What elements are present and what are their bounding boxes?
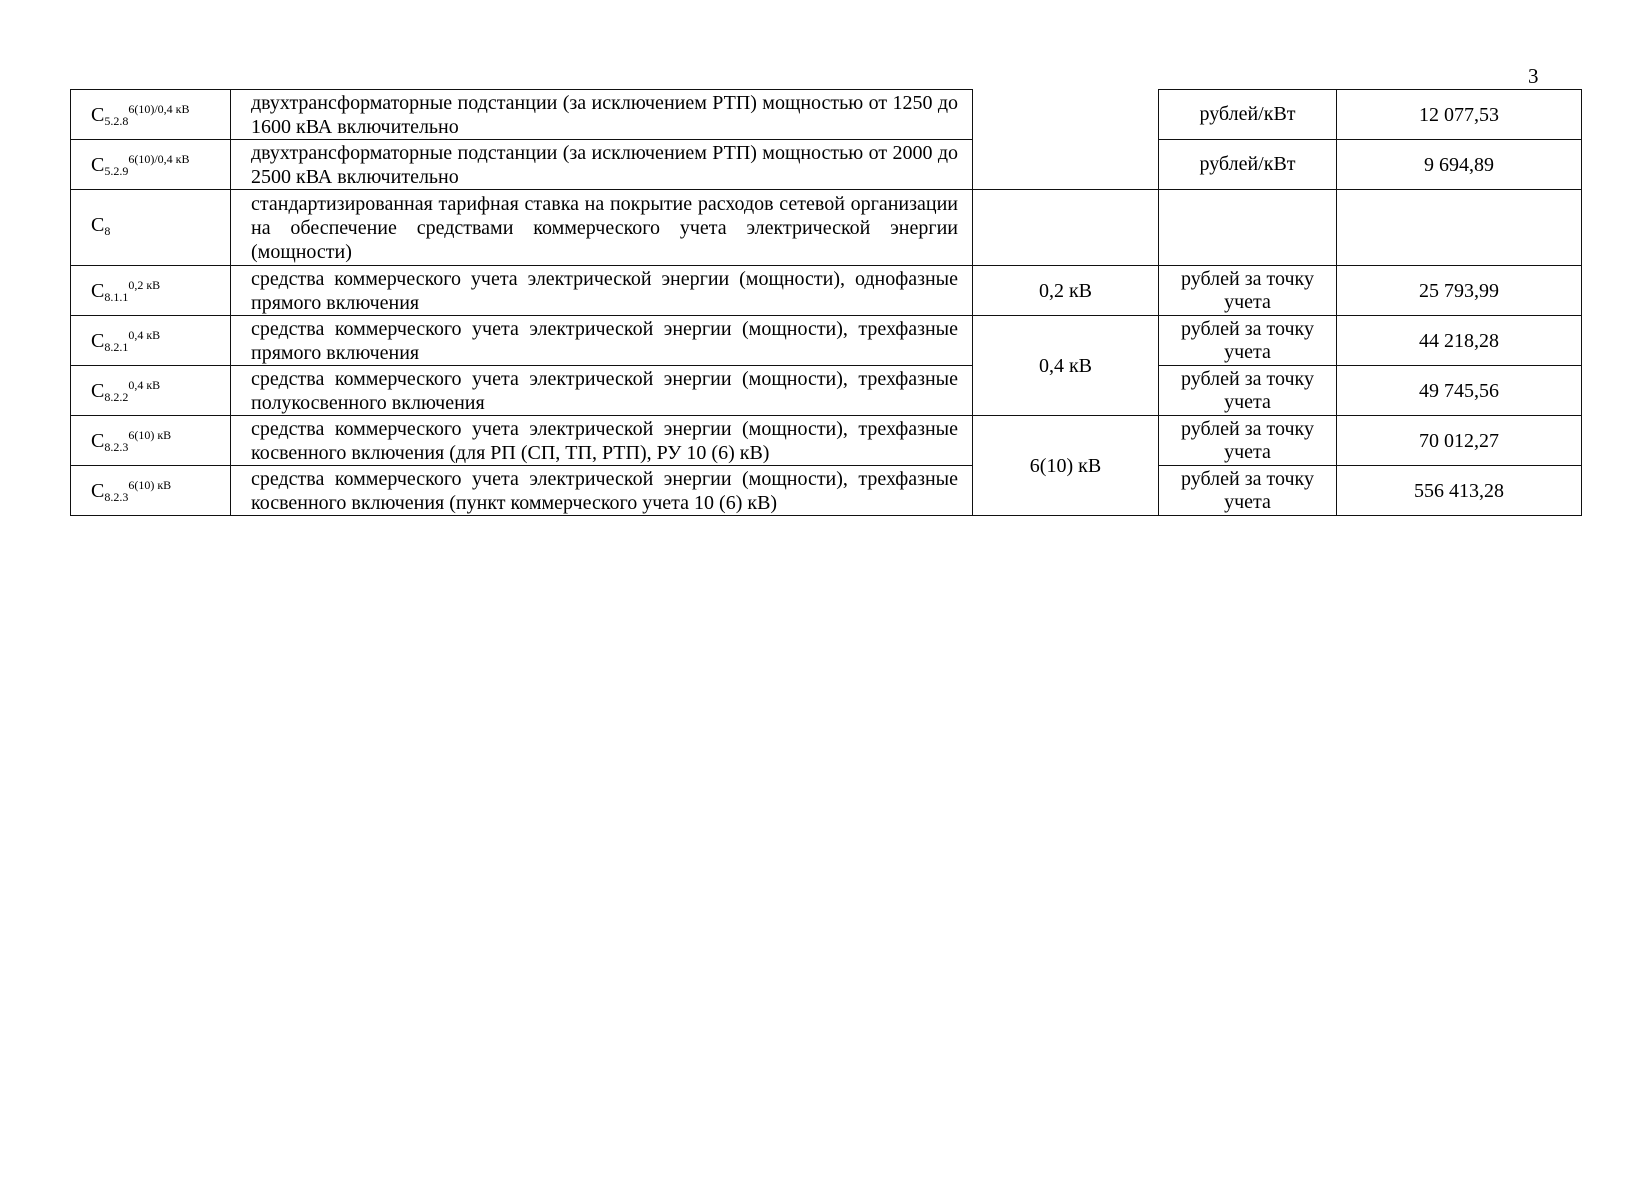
- rate-code-subscript: 5.2.8: [104, 113, 129, 128]
- rate-code-superscript: 0,4 кВ: [128, 327, 161, 342]
- rate-code-subscript: 8.2.2: [104, 389, 129, 404]
- rate-code-base: C: [91, 153, 105, 176]
- table-row: [71, 140, 1582, 190]
- rate-description: средства коммерческого учета электрической энергии (мощности), трехфазные полукосвенного включения: [231, 366, 973, 416]
- table-row: [71, 316, 1582, 366]
- rate-code: [71, 190, 231, 266]
- rate-value: 9 694,89: [1337, 140, 1582, 190]
- table-row: [71, 466, 1582, 516]
- rate-description: стандартизированная тарифная ставка на покрытие расходов сетевой организации на обеспечение средствами коммерческого учета электрической энергии (мощности): [231, 190, 973, 266]
- table-row: [71, 90, 1582, 140]
- rate-voltage: 0,2 кВ: [973, 266, 1159, 316]
- rate-unit: рублей за точку учета: [1159, 316, 1337, 366]
- table-row: [71, 416, 1582, 466]
- rate-code-base: C: [91, 213, 105, 236]
- rate-code-base: C: [91, 103, 105, 126]
- rate-voltage: 6(10) кВ: [973, 416, 1159, 516]
- rate-code-superscript: 6(10) кВ: [128, 477, 172, 492]
- voltage-blank: [973, 90, 1159, 190]
- rate-code-superscript: 0,2 кВ: [128, 277, 161, 292]
- rate-description: средства коммерческого учета электрической энергии (мощности), трехфазные косвенного включения (пункт коммерческого учета 10 (6) кВ): [231, 466, 973, 516]
- rate-unit: рублей/кВт: [1159, 90, 1337, 140]
- rate-value: 12 077,53: [1337, 90, 1582, 140]
- rate-value: 556 413,28: [1337, 466, 1582, 516]
- rate-value: 49 745,56: [1337, 366, 1582, 416]
- rate-value: 25 793,99: [1337, 266, 1582, 316]
- table-row: [71, 190, 1582, 266]
- rate-code: [71, 416, 231, 466]
- rate-value: 70 012,27: [1337, 416, 1582, 466]
- rate-code: [71, 316, 231, 366]
- rate-value: [1337, 190, 1582, 266]
- rate-code-base: C: [91, 329, 105, 352]
- rate-description: двухтрансформаторные подстанции (за исключением РТП) мощностью от 2000 до 2500 кВА включительно: [231, 140, 973, 190]
- rate-description: средства коммерческого учета электрической энергии (мощности), трехфазные косвенного включения (для РП (СП, ТП, РТП), РУ 10 (6) кВ): [231, 416, 973, 466]
- rate-code: [71, 366, 231, 416]
- rate-code: [71, 140, 231, 190]
- rate-code: [71, 90, 231, 140]
- page-number: 3: [1528, 64, 1539, 88]
- rate-value: 44 218,28: [1337, 316, 1582, 366]
- rate-code-subscript: 8.2.3: [104, 489, 129, 504]
- rate-description: двухтрансформаторные подстанции (за исключением РТП) мощностью от 1250 до 1600 кВА включительно: [231, 90, 973, 140]
- rate-code-subscript: 5.2.9: [104, 163, 129, 178]
- tariff-table: [70, 89, 1582, 516]
- rate-code-subscript: 8: [104, 223, 111, 238]
- rate-code-base: C: [91, 429, 105, 452]
- rate-unit: [1159, 190, 1337, 266]
- rate-code-superscript: 6(10) кВ: [128, 427, 172, 442]
- rate-code-subscript: 8.2.1: [104, 339, 129, 354]
- rate-code-superscript: 6(10)/0,4 кВ: [128, 101, 190, 116]
- rate-description: средства коммерческого учета электрической энергии (мощности), трехфазные прямого включения: [231, 316, 973, 366]
- rate-code-superscript: 0,4 кВ: [128, 377, 161, 392]
- rate-code-subscript: 8.1.1: [104, 289, 129, 304]
- rate-unit: рублей за точку учета: [1159, 366, 1337, 416]
- rate-voltage: [973, 190, 1159, 266]
- rate-voltage: 0,4 кВ: [973, 316, 1159, 416]
- rate-code-base: C: [91, 379, 105, 402]
- rate-code-base: C: [91, 279, 105, 302]
- rate-description: средства коммерческого учета электрической энергии (мощности), однофазные прямого включения: [231, 266, 973, 316]
- rate-unit: рублей за точку учета: [1159, 266, 1337, 316]
- table-row: [71, 366, 1582, 416]
- table-row: [71, 266, 1582, 316]
- rate-unit: рублей за точку учета: [1159, 466, 1337, 516]
- rate-code: [71, 266, 231, 316]
- rate-code-base: C: [91, 479, 105, 502]
- rate-code: [71, 466, 231, 516]
- rate-unit: рублей/кВт: [1159, 140, 1337, 190]
- rate-unit: рублей за точку учета: [1159, 416, 1337, 466]
- rate-code-subscript: 8.2.3: [104, 439, 129, 454]
- rate-code-superscript: 6(10)/0,4 кВ: [128, 151, 190, 166]
